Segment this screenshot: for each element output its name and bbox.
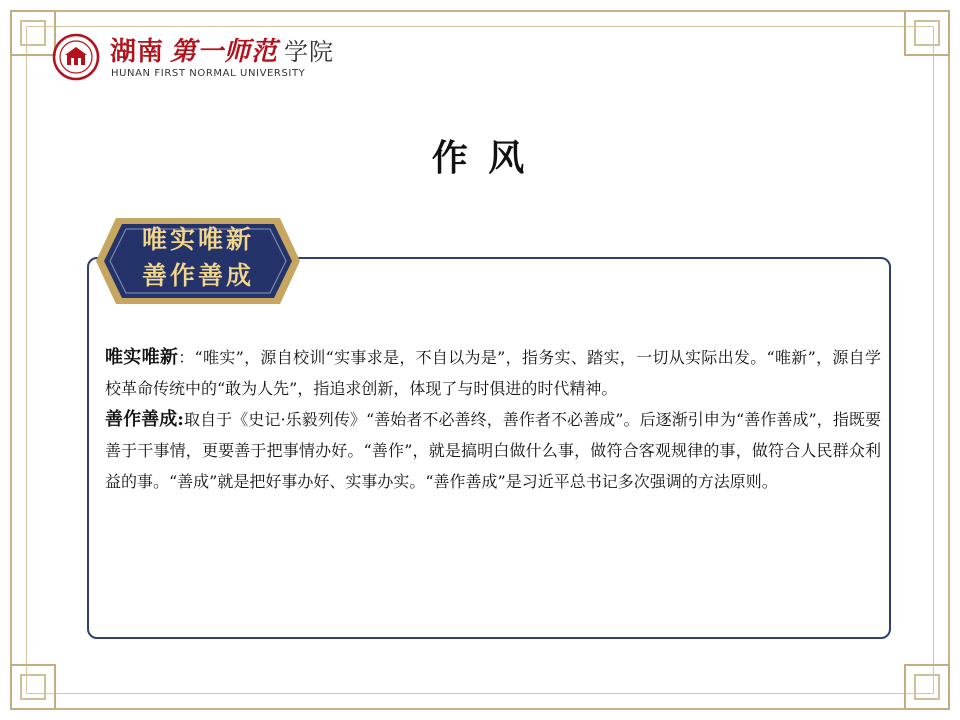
school-name-part3: 学院	[284, 37, 335, 66]
frame-corner-ornament-icon	[898, 4, 956, 62]
motto-badge-text	[86, 222, 310, 294]
paragraph-separator: :	[177, 409, 184, 430]
school-name	[110, 32, 334, 66]
badge-line-2: 善作善成	[141, 261, 254, 290]
university-seal-icon	[52, 33, 100, 81]
paragraph-term: 唯实唯新	[105, 347, 179, 368]
paragraph-weishi-weixin	[105, 342, 881, 404]
paragraph-shanzuo-shancheng	[105, 404, 881, 497]
badge-line-1: 唯实唯新	[141, 225, 254, 254]
school-name-calligraphy: 第一师范	[170, 36, 279, 67]
paragraph-text: 取自于《史记·乐毅列传》“善始者不必善终，善作者不必善成”。后逐渐引申为“善作善成”，指既要善于干事情，更要善于把事情办好。“善作”，就是搞明白做什么事，做符合客观规律的事，做符合人民群众利益的事。“善成”就是把好事办好、实事办实。“善作善成”是习近平总书记多次强调的方法原则。	[105, 410, 882, 491]
page-title: 作 风	[431, 138, 529, 179]
paragraph-separator: ：	[178, 348, 195, 367]
frame-corner-ornament-icon	[898, 658, 956, 716]
content-paragraphs	[105, 342, 881, 497]
school-name-english: HUNAN FIRST NORMAL UNIVERSITY	[111, 68, 306, 79]
school-name-part1: 湖南	[110, 36, 165, 67]
frame-corner-ornament-icon	[4, 658, 62, 716]
paragraph-term: 善作善成	[105, 409, 178, 430]
paragraph-text: “唯实”，源自校训“实事求是，不自以为是”，指务实、踏实，一切从实际出发。“唯新”，源自学校革命传统中的“敢为人先”，指追求创新，体现了与时俱进的时代精神。	[105, 348, 881, 398]
